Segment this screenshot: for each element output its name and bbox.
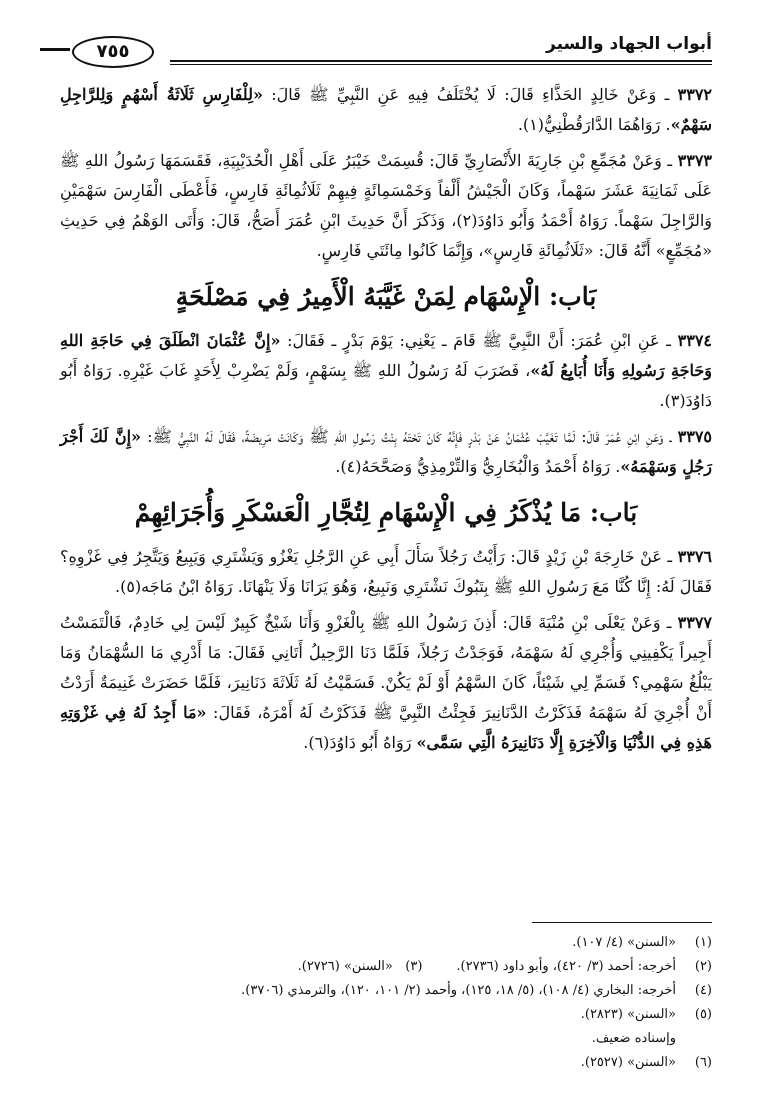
- hadith-tail: ، فَضَرَبَ لَهُ رَسُولُ اللهِ ﷺ بِسَهْمٍ، وَلَمْ يَضْرِبْ لِأَحَدٍ غَابَ غَيْرِهِ. رَوَاهُ أَبُو دَاوُدَ(٣).: [60, 361, 712, 410]
- chapter-heading: بَاب: مَا يُذْكَرُ فِي الْإِسْهَامِ لِتُجَّارِ الْعَسْكَرِ وَأُجَرَائِهِمْ: [134, 498, 638, 527]
- main-text: [60, 80, 712, 764]
- footnote-number: (٢): [694, 959, 712, 974]
- footnote-separator: [532, 922, 712, 923]
- hadith-tail: رَوَاهُ أَبُو دَاوُدَ(٦).: [303, 733, 417, 752]
- footnote-text: أخرجه: البخاري (٤/ ١٠٨)، (٥/ ١٨، ١٢٥)، وأحمد (٢/ ١٠١، ١٢٠)، والترمذي (٣٧٠٦).: [241, 983, 676, 998]
- hadith-quote: «لِلْفَارِسِ ثَلَاثَةُ أَسْهُمٍ وَلِلرَّاجِلِ سَهْمٌ»: [60, 85, 712, 134]
- hadith-text: ـ وَعَنِ ابْنِ عُمَرَ قَالَ: لَمَّا تَغَيَّبَ عُثْمَانُ عَنْ بَدْرٍ فَإِنَّهُ كَانَ تَحْتَهُ بِنْتُ رَسُولِ اللهِ ﷺ وَكَانَتْ مَرِيضَةً، فَقَالَ لَهُ النَّبِيُّ ﷺ:: [141, 427, 678, 446]
- hadith-number: ٣٣٧٣: [677, 151, 712, 170]
- hadith-tail: . رَوَاهُمَا الدَّارَقُطْنِيُّ(١).: [517, 115, 671, 134]
- footnote-number: (٤): [694, 983, 712, 998]
- footnote: [60, 1051, 712, 1075]
- hadith-quote: «إِنَّ عُثْمَانَ انْطَلَقَ فِي حَاجَةِ اللهِ وَحَاجَةِ رَسُولِهِ وَأَنَا أُبَايِعُ لَهُ»: [60, 331, 712, 380]
- footnote: [60, 931, 712, 955]
- footnote-number: (٥): [694, 1007, 712, 1022]
- hadith-paragraph: [60, 542, 712, 602]
- hadith-text: ـ وَعَنْ مُجَمِّعِ بْنِ جَارِيَةَ الأَنْصَارِيِّ قَالَ: قُسِمَتْ خَيْبَرُ عَلَى أَهْلِ الْحُدَيْبِيَةِ، فَقَسَمَهَا رَسُولُ اللهِ ﷺ عَلَى ثَمَانِيَةَ عَشَرَ سَهْماً، وَكَانَ الْجَيْشُ أَلْفاً وَخَمْسَمِائَةٍ فِيهِمْ ثَلَاثُمِائَةِ فَارِسٍ، فَأَعْطَى الْفَارِسَ سَهْمَيْنِ وَالرَّاجِلَ سَهْماً. رَوَاهُ أَحْمَدُ وَأَبُو دَاوُدَ(٢)، وَذَكَرَ أَنَّ حَدِيثَ ابْنِ عُمَرَ أَصَحُّ، قَالَ: وَأَتَى الوَهْمُ فِي حَدِيثِ «مُجَمِّعٍ» أَنَّهُ قَالَ: «ثَلَاثُمِائَةِ فَارِسٍ»، وَإِنَّمَا كَانُوا مِائَتَي فَارِسٍ.: [60, 151, 712, 260]
- hadith-tail: . رَوَاهُ أَحْمَدُ وَالْبُخَارِيُّ وَالتِّرْمِذِيُّ وَصَحَّحَهُ(٤).: [335, 457, 621, 476]
- book-title: أبواب الجهاد والسير: [546, 34, 712, 54]
- hadith-quote: «إِنَّ لَكَ أَجْرَ رَجُلٍ وَسَهْمَهُ»: [60, 427, 712, 476]
- hadith-text: ـ عَنْ خَارِجَةَ بْنِ زَيْدٍ قَالَ: رَأَيْتُ رَجُلاً سَأَلَ أَبِي عَنِ الرَّجُلِ يَغْزُو وَيَشْتَرِي وَيَبِيعُ وَيَتَّجِرُ فِي غَزْوِهِ؟ فَقَالَ لَهُ: إِنَّا كُنَّا مَعَ رَسُولِ اللهِ ﷺ بِتَبُوكَ نَشْتَرِي وَنَبِيعُ، وَهُوَ يَرَانَا وَلَا يَنْهَانَا. رَوَاهُ ابْنُ مَاجَه(٥).: [60, 547, 712, 596]
- hadith-number: ٣٣٧٧: [677, 613, 712, 632]
- footnote-continuation: [60, 1027, 712, 1051]
- header-dash: [40, 48, 70, 51]
- footnote-text: «السنن» (٤/ ١٠٧).: [572, 935, 676, 950]
- footnote-number: (٦): [694, 1055, 712, 1070]
- header-rule-thin: [170, 64, 712, 65]
- footnote: [60, 1003, 712, 1027]
- footnote-text: «السنن» (٢٨٢٣).: [580, 1007, 676, 1022]
- footnote-text-part: «السنن» (٢٧٢٦).: [297, 959, 393, 974]
- hadith-number: ٣٣٧٤: [677, 331, 713, 350]
- page-number: ٧٥٥: [72, 36, 154, 68]
- page-header: [60, 34, 712, 70]
- footnote-text: [60, 955, 676, 979]
- hadith-paragraph: [60, 326, 712, 416]
- hadith-number: ٣٣٧٥: [677, 427, 712, 446]
- hadith-paragraph: [60, 80, 712, 140]
- footnotes: [60, 922, 712, 1075]
- footnote-text-part: أخرجه: أحمد (٣/ ٤٢٠)، وأبو داود (٢٧٣٦).: [456, 959, 676, 974]
- hadith-quote: «مَا أَجِدُ لَهُ فِي غَزْوَتِهِ هَذِهِ فِي الدُّنْيَا وَالْآخِرَةِ إِلَّا دَنَانِيرَهُ الَّتِي سَمَّى»: [60, 703, 712, 752]
- hadith-number: ٣٣٧٦: [677, 547, 712, 566]
- hadith-text: ـ عَنِ ابْنِ عُمَرَ: أَنَّ النَّبِيَّ ﷺ قَامَ ـ يَعْنِي: يَوْمَ بَدْرٍ ـ فَقَالَ:: [280, 331, 678, 350]
- hadith-paragraph: [60, 422, 712, 482]
- header-rule: [170, 60, 712, 62]
- hadith-paragraph: [60, 608, 712, 758]
- footnote: [60, 979, 712, 1003]
- footnote-number: (١): [694, 935, 712, 950]
- hadith-number: ٣٣٧٢: [677, 85, 712, 104]
- chapter-heading: بَاب: الْإِسْهَام لِمَنْ غَيَّبَهُ الْأَمِيرُ فِي مَصْلَحَةٍ: [175, 282, 597, 311]
- hadith-paragraph: [60, 146, 712, 266]
- hadith-text: ـ وَعَنْ خَالِدٍ الحَذَّاءِ قَالَ: لَا يُخْتَلَفُ فِيهِ عَنِ النَّبِيِّ ﷺ قَالَ:: [262, 85, 678, 104]
- footnote-text: «السنن» (٢٥٢٧).: [580, 1055, 676, 1070]
- footnote: [60, 955, 712, 979]
- footnote-number: (٣): [405, 959, 423, 974]
- footnote-text: وإسناده ضعيف.: [591, 1031, 676, 1046]
- hadith-text: ـ وَعَنْ يَعْلَى بْنِ مُنْيَةَ قَالَ: أَذِنَ رَسُولُ اللهِ ﷺ بِالْغَزْوِ وَأَنَا شَيْخٌ كَبِيرٌ لَيْسَ لِي خَادِمٌ، فَالْتَمَسْتُ أَجِيراً يَكْفِينِي وَأُجْرِي لَهُ سَهْمَهُ، فَوَجَدْتُ رَجُلاً، فَلَمَّا دَنَا الرَّحِيلُ أَتَانِي فَقَالَ: مَا أَدْرِي مَا السُّهْمَانُ وَمَا يَبْلُغُ سَهْمِي؟ فَسَمِّ لِي شَيْئاً، كَانَ السَّهْمُ أَوْ لَمْ يَكُنْ. فَسَمَّيْتُ لَهُ ثَلَاثَةَ دَنَانِيرَ، فَلَمَّا حَضَرَتْ غَنِيمَةٌ أَرَدْتُ أَنْ أُجْرِيَ لَهُ سَهْمَهُ فَذَكَرْتُ الدَّنَانِيرَ فَجِئْتُ النَّبِيَّ ﷺ فَذَكَرْتُ لَهُ أَمْرَهُ، فَقَالَ:: [60, 613, 712, 722]
